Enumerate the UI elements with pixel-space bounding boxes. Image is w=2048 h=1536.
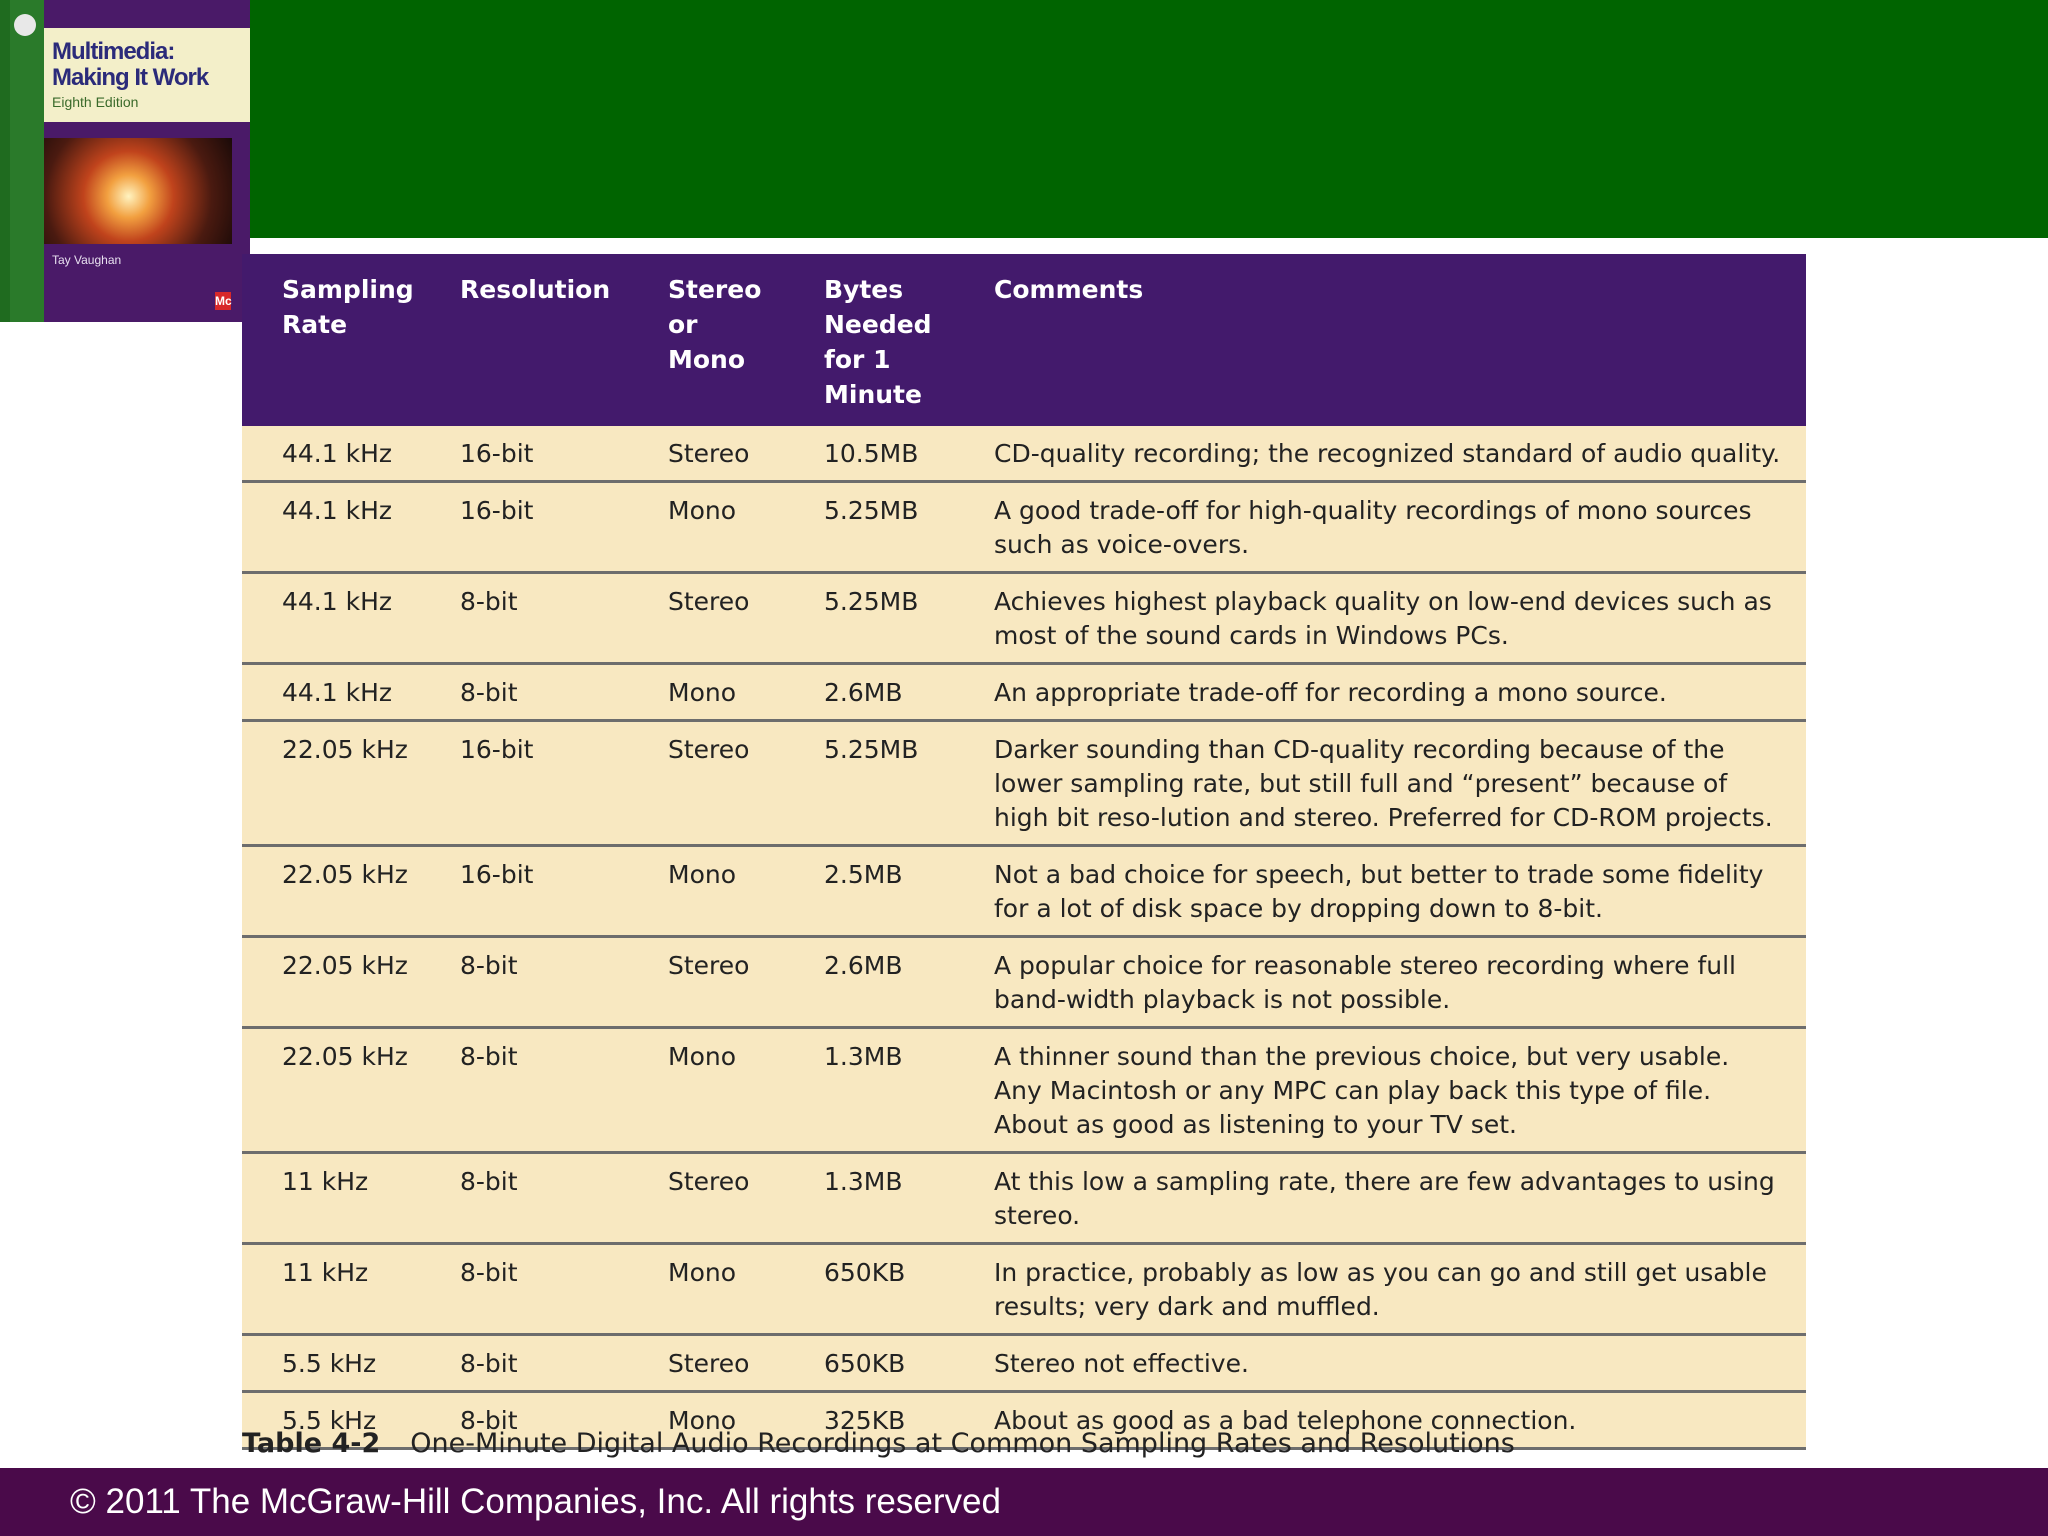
sampling-rate-cell: 44.1 kHz — [242, 426, 432, 482]
cover-spine-band — [10, 0, 44, 322]
bytes-cell: 650KB — [792, 1335, 958, 1392]
comments-cell: Not a bad choice for speech, but better to trade some fidelity for a lot of disk space by dropping down to 8-bit. — [958, 846, 1806, 937]
bytes-cell: 2.5MB — [792, 846, 958, 937]
bytes-cell: 325KB — [792, 1392, 958, 1449]
resolution-cell: 16-bit — [432, 482, 640, 573]
channel-cell: Stereo — [640, 721, 792, 846]
cover-title-line-1: Multimedia: — [52, 38, 175, 65]
channel-cell: Stereo — [640, 426, 792, 482]
footer-bar — [0, 1468, 2048, 1536]
table-row — [242, 573, 1806, 664]
table-row — [242, 426, 1806, 482]
channel-cell: Stereo — [640, 1153, 792, 1244]
bytes-cell: 1.3MB — [792, 1028, 958, 1153]
table-row — [242, 937, 1806, 1028]
publisher-emblem-icon — [14, 14, 36, 36]
copyright-text: © 2011 The McGraw-Hill Companies, Inc. All rights reserved — [70, 1482, 1001, 1521]
resolution-cell: 8-bit — [432, 573, 640, 664]
audio-recordings-table — [242, 254, 1806, 1450]
channel-cell: Mono — [640, 482, 792, 573]
table-header-row — [242, 254, 1806, 426]
sampling-rate-cell: 44.1 kHz — [242, 573, 432, 664]
sampling-rate-cell: 5.5 kHz — [242, 1335, 432, 1392]
resolution-cell: 8-bit — [432, 1392, 640, 1449]
bytes-cell: 5.25MB — [792, 721, 958, 846]
table-row — [242, 1028, 1806, 1153]
channel-cell: Stereo — [640, 1335, 792, 1392]
resolution-cell: 8-bit — [432, 1335, 640, 1392]
channel-cell: Mono — [640, 1028, 792, 1153]
header-stereo-or-mono: Stereo or Mono — [640, 254, 792, 426]
caption-number: Table 4-2 — [242, 1428, 381, 1459]
resolution-cell: 8-bit — [432, 1028, 640, 1153]
comments-cell: A good trade-off for high-quality recordings of mono sources such as voice-overs. — [958, 482, 1806, 573]
sampling-rate-cell: 11 kHz — [242, 1244, 432, 1335]
sampling-rate-cell: 11 kHz — [242, 1153, 432, 1244]
bytes-cell: 2.6MB — [792, 937, 958, 1028]
comments-cell: CD-quality recording; the recognized standard of audio quality. — [958, 426, 1806, 482]
comments-cell: A thinner sound than the previous choice, but very usable. Any Macintosh or any MPC can play back this type of file. About as good as listening to your TV set. — [958, 1028, 1806, 1153]
channel-cell: Mono — [640, 1392, 792, 1449]
resolution-cell: 8-bit — [432, 664, 640, 721]
resolution-cell: 8-bit — [432, 1244, 640, 1335]
table-row — [242, 846, 1806, 937]
comments-cell: A popular choice for reasonable stereo recording where full band-width playback is not possible. — [958, 937, 1806, 1028]
publisher-logo-icon: Mc — [215, 294, 232, 308]
header-resolution: Resolution — [432, 254, 640, 426]
table-caption — [242, 1428, 1515, 1459]
table-row — [242, 1244, 1806, 1335]
resolution-cell: 16-bit — [432, 721, 640, 846]
resolution-cell: 8-bit — [432, 1153, 640, 1244]
header-banner — [248, 0, 2048, 238]
bytes-cell: 1.3MB — [792, 1153, 958, 1244]
sampling-rate-cell: 22.05 kHz — [242, 937, 432, 1028]
cover-edition: Eighth Edition — [52, 94, 139, 110]
comments-cell: About as good as a bad telephone connection. — [958, 1392, 1806, 1449]
table-row — [242, 1335, 1806, 1392]
table-row — [242, 482, 1806, 573]
bytes-cell: 5.25MB — [792, 482, 958, 573]
table-row — [242, 721, 1806, 846]
sampling-rate-cell: 22.05 kHz — [242, 1028, 432, 1153]
comments-cell: At this low a sampling rate, there are few advantages to using stereo. — [958, 1153, 1806, 1244]
bytes-cell: 10.5MB — [792, 426, 958, 482]
channel-cell: Mono — [640, 664, 792, 721]
bytes-cell: 5.25MB — [792, 573, 958, 664]
cover-author: Tay Vaughan — [52, 253, 122, 267]
header-sampling-rate: Sampling Rate — [242, 254, 432, 426]
table-row — [242, 664, 1806, 721]
bytes-cell: 2.6MB — [792, 664, 958, 721]
channel-cell: Stereo — [640, 937, 792, 1028]
channel-cell: Stereo — [640, 573, 792, 664]
sampling-rate-cell: 5.5 kHz — [242, 1392, 432, 1449]
sampling-rate-cell: 44.1 kHz — [242, 664, 432, 721]
header-bytes-needed: Bytes Needed for 1 Minute — [792, 254, 958, 426]
sampling-rate-cell: 44.1 kHz — [242, 482, 432, 573]
sampling-rate-cell: 22.05 kHz — [242, 846, 432, 937]
comments-cell: Achieves highest playback quality on low-end devices such as most of the sound cards in Windows PCs. — [958, 573, 1806, 664]
channel-cell: Mono — [640, 846, 792, 937]
resolution-cell: 8-bit — [432, 937, 640, 1028]
channel-cell: Mono — [640, 1244, 792, 1335]
comments-cell: An appropriate trade-off for recording a mono source. — [958, 664, 1806, 721]
caption-text: One-Minute Digital Audio Recordings at Common Sampling Rates and Resolutions — [410, 1428, 1515, 1459]
cover-title-line-2: Making It Work — [52, 64, 209, 91]
cover-spine — [0, 0, 10, 322]
cover-art-image — [44, 138, 232, 244]
header-comments: Comments — [958, 254, 1806, 426]
resolution-cell: 16-bit — [432, 426, 640, 482]
comments-cell: Stereo not effective. — [958, 1335, 1806, 1392]
bytes-cell: 650KB — [792, 1244, 958, 1335]
comments-cell: Darker sounding than CD-quality recording because of the lower sampling rate, but still full and “present” because of high bit reso-lution and stereo. Preferred for CD-ROM projects. — [958, 721, 1806, 846]
comments-cell: In practice, probably as low as you can go and still get usable results; very dark and muffled. — [958, 1244, 1806, 1335]
table-row — [242, 1153, 1806, 1244]
sampling-rate-cell: 22.05 kHz — [242, 721, 432, 846]
book-cover — [0, 0, 250, 322]
resolution-cell: 16-bit — [432, 846, 640, 937]
